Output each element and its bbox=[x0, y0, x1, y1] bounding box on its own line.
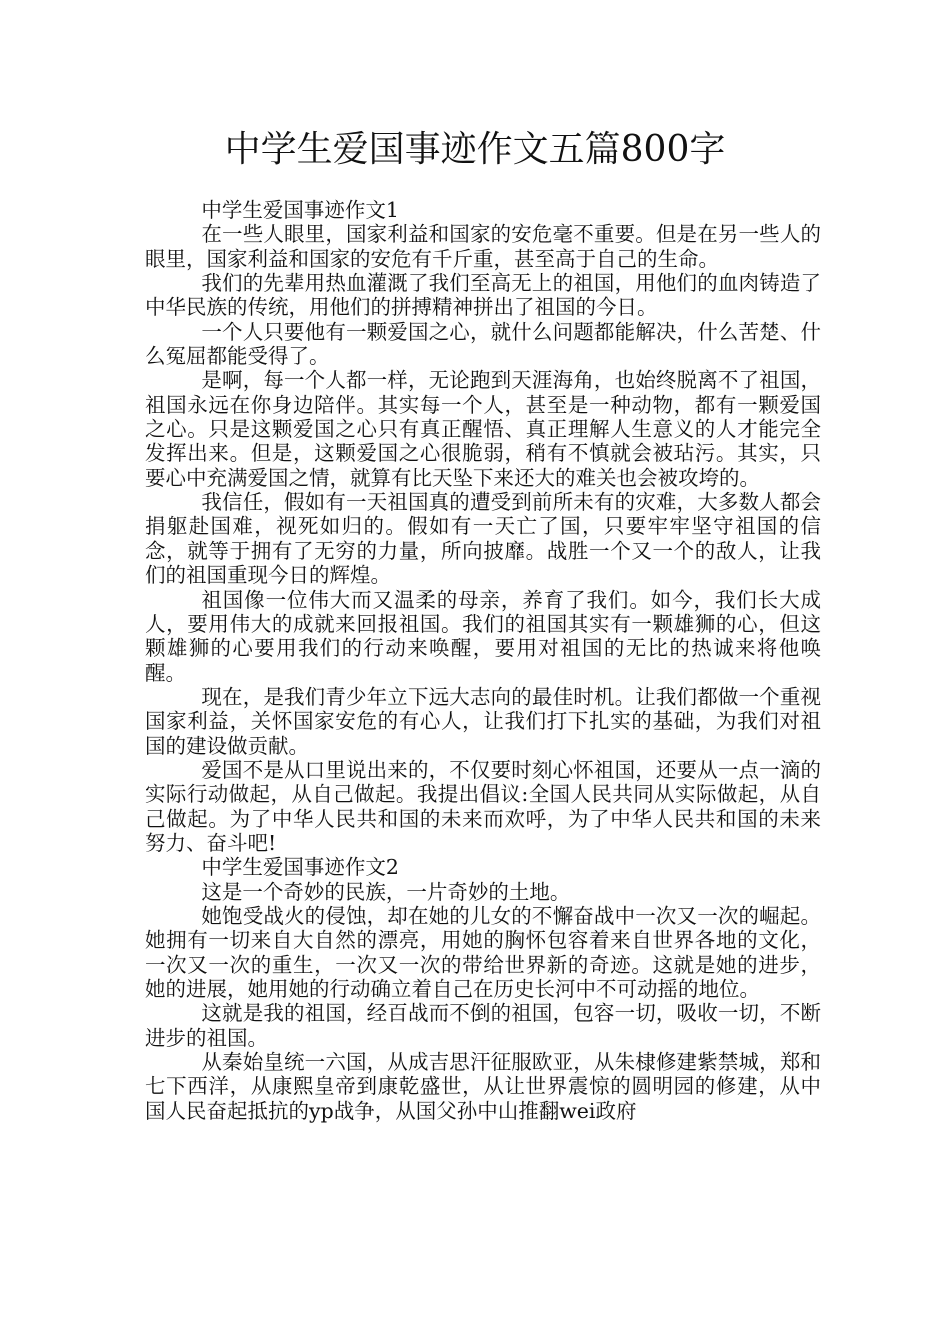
paragraph: 这是一个奇妙的民族，一片奇妙的土地。 bbox=[201, 879, 571, 904]
article-body bbox=[145, 198, 821, 1123]
section-heading-2: 中学生爱国事迹作文2 bbox=[201, 855, 399, 880]
paragraph: 这就是我的祖国，经百战而不倒的祖国，包容一切，吸收一切，不断进步的祖国。 bbox=[145, 1001, 821, 1050]
paragraph: 我们的先辈用热血灌溉了我们至高无上的祖国，用他们的血肉铸造了中华民族的传统，用他们的拼搏精神拼出了祖国的今日。 bbox=[145, 271, 821, 320]
paragraph: 从秦始皇统一六国，从成吉思汗征服欧亚，从朱棣修建紫禁城，郑和七下西洋，从康熙皇帝到康乾盛世，从让世界震惊的圆明园的修建，从中国人民奋起抵抗的yp战争，从国父孙中山推翻wei政府 bbox=[145, 1050, 821, 1123]
paragraph: 是啊，每一个人都一样，无论跑到天涯海角，也始终脱离不了祖国，祖国永远在你身边陪伴。其实每一个人，甚至是一种动物，都有一颗爱国之心。只是这颗爱国之心只有真正醒悟、真正理解人生意义的人才能完全发挥出来。但是，这颗爱国之心很脆弱，稍有不慎就会被玷污。其实，只要心中充满爱国之情，就算有比天坠下来还大的难关也会被攻垮的。 bbox=[145, 368, 821, 490]
paragraph: 祖国像一位伟大而又温柔的母亲，养育了我们。如今，我们长大成人，要用伟大的成就来回报祖国。我们的祖国其实有一颗雄狮的心，但这颗雄狮的心要用我们的行动来唤醒，要用对祖国的无比的热诚来将他唤醒。 bbox=[145, 587, 821, 685]
section-heading-1: 中学生爱国事迹作文1 bbox=[201, 198, 399, 222]
paragraph: 在一些人眼里，国家利益和国家的安危毫不重要。但是在另一些人的眼里，国家利益和国家的安危有千斤重，甚至高于自己的生命。 bbox=[145, 222, 821, 271]
paragraph: 她饱受战火的侵蚀，却在她的儿女的不懈奋战中一次又一次的崛起。她拥有一切来自大自然的漂亮，用她的胸怀包容着来自世界各地的文化，一次又一次的重生，一次又一次的带给世界新的奇迹。这就是她的进步，她的进展，她用她的行动确立着自己在历史长河中不可动摇的地位。 bbox=[145, 903, 821, 1001]
paragraph: 现在，是我们青少年立下远大志向的最佳时机。让我们都做一个重视国家利益，关怀国家安危的有心人，让我们打下扎实的基础，为我们对祖国的建设做贡献。 bbox=[145, 684, 821, 758]
paragraph: 一个人只要他有一颗爱国之心，就什么问题都能解决，什么苦楚、什么冤屈都能受得了。 bbox=[145, 319, 821, 369]
paragraph: 爱国不是从口里说出来的，不仅要时刻心怀祖国，还要从一点一滴的实际行动做起，从自己做起。我提出倡议:全国人民共同从实际做起，从自己做起。为了中华人民共和国的未来而欢呼，为了中华人民共和国的未来努力、奋斗吧! bbox=[145, 757, 821, 855]
page-title: 中学生爱国事迹作文五篇800字 bbox=[224, 129, 726, 170]
paragraph: 我信任，假如有一天祖国真的遭受到前所未有的灾难，大多数人都会捐躯赴国难，视死如归的。假如有一天亡了国，只要牢牢坚守祖国的信念，就等于拥有了无穷的力量，所向披靡。战胜一个又一个的敌人，让我们的祖国重现今日的辉煌。 bbox=[145, 490, 821, 588]
